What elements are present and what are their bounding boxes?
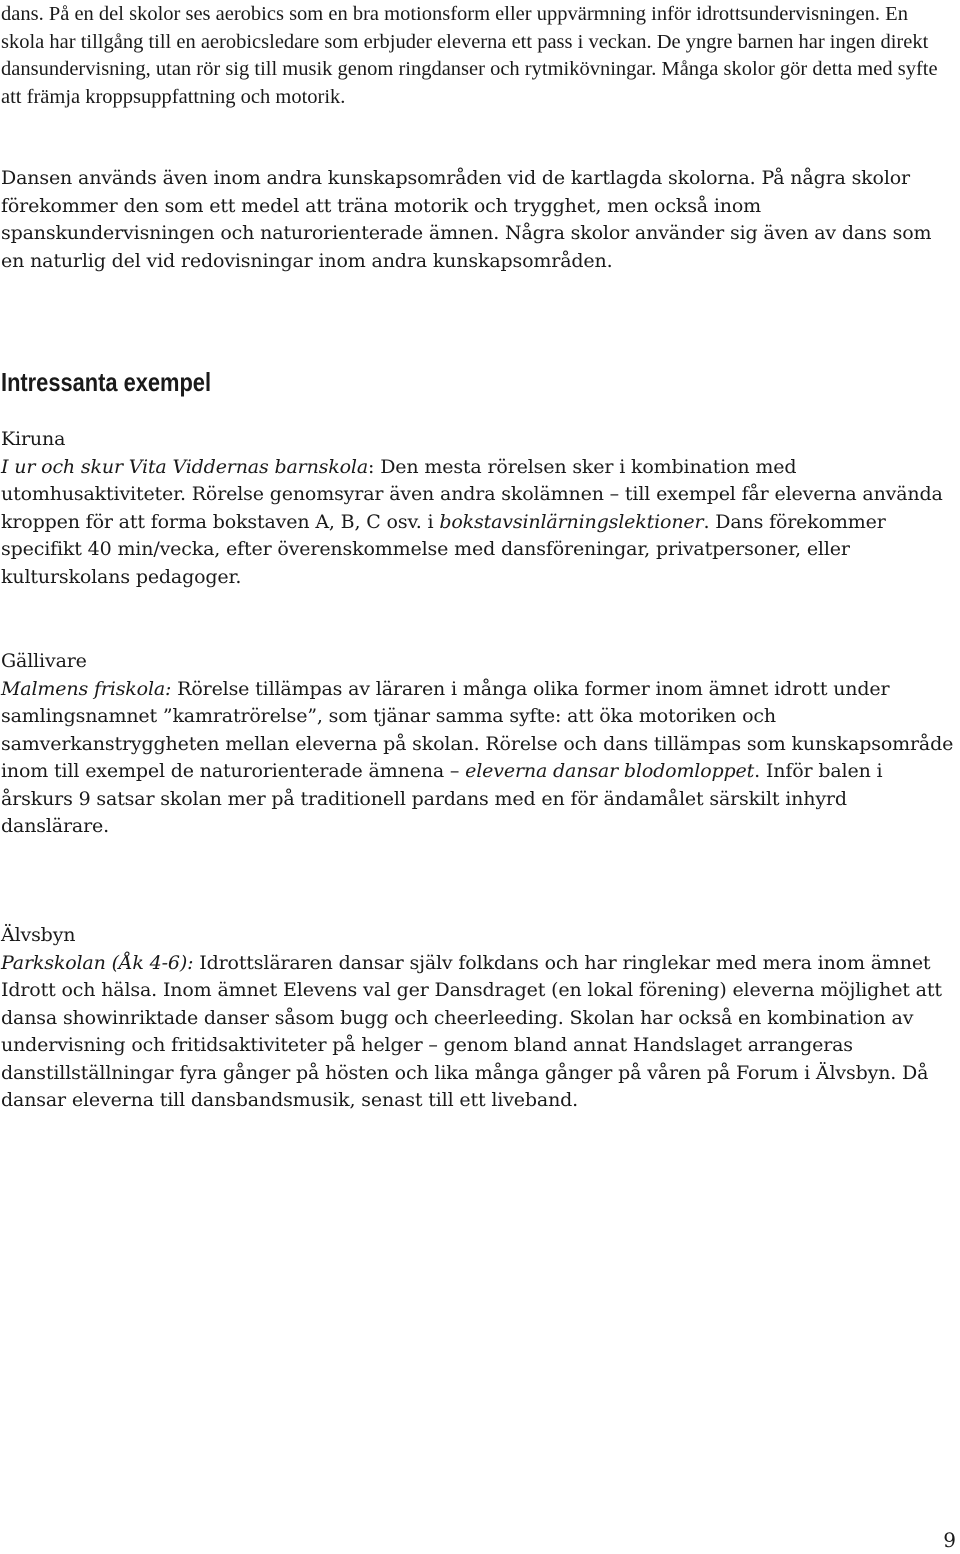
- example-text-alvsbyn: Idrottsläraren dansar själv folkdans och har ringlekar med mera inom ämnet Idrott och hälsa. Inom ämnet Elevens val ger Dansdraget (en lokal förening) eleverna möjlighet att dansa showinriktade danser såsom bugg och cheerleeding. Skolan har också en kombination av undervisning och fritidsaktiviteter på helger – genom bland annat Handslaget arrangeras danstillställningar fyra gånger på hösten och lika många gånger på våren på Forum i Älvsbyn. Då dansar eleverna till dansbandsmusik, senast till ett liveband.: [1, 951, 942, 1111]
- example-kiruna: [1, 426, 956, 591]
- example-text-kiruna-c: . Dans förekommer specifikt 40 min/vecka, efter överenskommelse med dansföreningar, privatpersoner, eller kulturskolans pedagoger.: [1, 510, 886, 588]
- school-name-gallivare: Malmens friskola:: [1, 677, 172, 700]
- example-text-gallivare-c: . Inför balen i årskurs 9 satsar skolan mer på traditionell pardans med en för ändamålet särskilt inhyrd danslärare.: [1, 760, 883, 837]
- place-heading-gallivare: Gällivare: [1, 650, 87, 672]
- example-text-kiruna-a: Den mesta rörelsen sker i kombination med utomhusaktiviteter. Rörelse genomsyrar även andra skolämnen – till exempel får eleverna använda kroppen för att forma bokstaven A, B, C osv. i: [1, 455, 943, 533]
- place-heading-alvsbyn: Älvsbyn: [1, 924, 76, 946]
- second-paragraph: Dansen används även inom andra kunskapsområden vid de kartlagda skolorna. På några skolor förekommer den som ett medel att träna motorik och trygghet, men också inom spanskundervisningen och naturorienterade ämnen. Några skolor använder sig även av dans som en naturlig del vid redovisningar inom andra kunskapsområden.: [1, 167, 932, 272]
- section-heading: Intressanta exempel: [1, 367, 212, 397]
- example-italic-gallivare: eleverna dansar blodomloppet: [465, 760, 755, 782]
- place-heading-kiruna: Kiruna: [1, 428, 66, 450]
- example-gallivare: [1, 648, 956, 841]
- school-name-kiruna: I ur och skur Vita Viddernas barnskola: [1, 455, 369, 478]
- example-paragraph-alvsbyn: [1, 950, 956, 1115]
- school-name-separator: :: [368, 455, 375, 478]
- example-italic-kiruna: bokstavsinlärningslektioner: [439, 510, 704, 533]
- intro-paragraph: dans. På en del skolor ses aerobics som en bra motionsform eller uppvärmning inför idrottsundervisningen. En skola har tillgång till en aerobicsledare som erbjuder eleverna ett pass i veckan. De yngre barnen har ingen direkt dansundervisning, utan rör sig till musik genom ringdanser och rytmikövningar. Många skolor gör detta med syfte att främja kroppsuppfattning och motorik.: [1, 3, 938, 108]
- school-name-alvsbyn: Parkskolan (Åk 4-6):: [1, 951, 194, 974]
- example-text-gallivare-a: Rörelse tillämpas av läraren i många olika former inom ämnet idrott under samlingsnamnet ”kamratrörelse”, som tjänar samma syfte: att öka motoriken och samverkanstryggheten mellan eleverna på skolan. Rörelse och dans tillämpas som kunskapsområde inom till exempel de naturorienterade ämnena –: [1, 677, 954, 782]
- example-paragraph-gallivare: [1, 676, 956, 841]
- example-alvsbyn: [1, 922, 956, 1115]
- example-paragraph-kiruna: [1, 454, 956, 592]
- page-number: 9: [943, 1528, 956, 1552]
